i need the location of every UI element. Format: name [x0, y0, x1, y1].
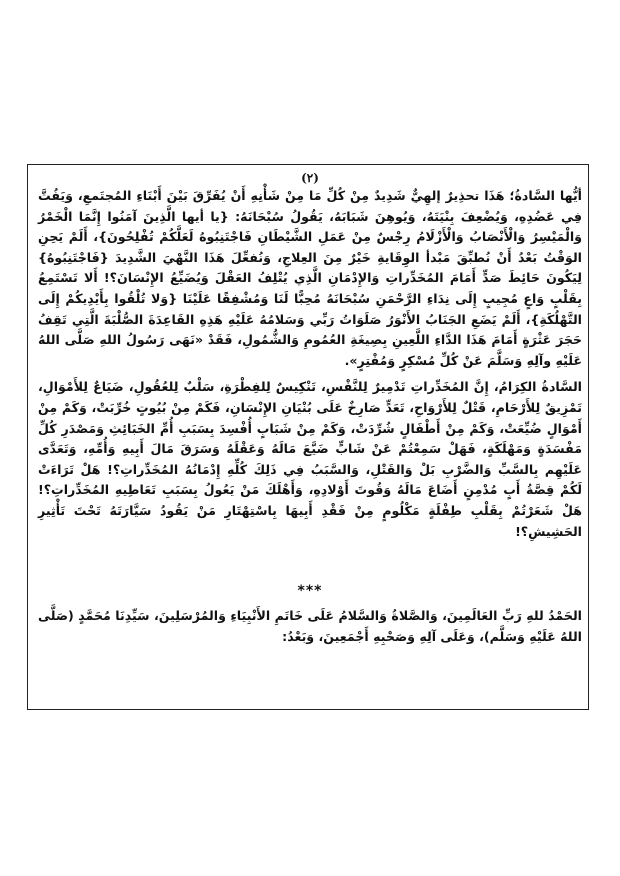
page-number: (٢) — [301, 171, 319, 185]
closing-text-block — [38, 605, 582, 647]
paragraph-warning: أيُّها السَّادةُ؛ هَذَا تحذِيرٌ إلهِيٌّ شَدِيدٌ مِنْ كُلِّ مَا مِنْ شَأْنِهِ أَنْ يُفَرِّقَ بَيْنَ أَبْنَاءِ المُجتَمعِ، وَيَفُتَّ فِي عَضُدِهِ، وَيُضْعِفَ بِنْيَتَهُ، وَيُوهِنَ شَبَابَهُ، يَقُولُ سُبْحَانَهُ: {يا أيها الَّذِينَ آمَنُوا إِنَّمَا الْخَمْرُ وَالْمَيْسِرُ وَالْأَنْصَابُ وَالْأَزْلَامُ رِجْسٌ مِنْ عَمَلِ الشَّيْطَانِ فَاجْتَنِبُوهُ لَعَلَّكُمْ تُفْلِحُونَ}، أَلَمْ يَحِنِ الوَقْتُ بَعْدُ أَنْ نُطبِّقَ مَبْدأ الوِقَايةِ خَيْرٌ مِنَ العِلاجِ، وَنُفعِّلَ هَذَا النَّهْيَ الشَّدِيدَ {فَاجْتَنِبُوهُ} لِيَكُونَ حَائِطَ صَدٍّ أَمَامَ المُخَدِّراتِ وَالإِدْمَانِ الَّذِي يُتْلِفُ العَقْلَ وَيُضَيِّعُ الإِنْسَانَ؟! أَلا تَسْتَمِعُ بِقَلْبٍ وَاعٍ مُجِيبٍ إِلَى نِدَاءِ الرَّحْمَنِ سُبْحَانَهُ مُحِبًّا لَنَا وَمُشْفِقًا عَلَيْنَا {وَلا تُلْقُوا بِأَيْدِيكُمْ إِلَى التَّهْلُكَةِ}، أَلَمْ يَضَعِ الجَنَابُ الأَنْوَرُ صَلَوَاتُ رَبِّي وَسَلامُهُ عَلَيْهِ هَذِهِ القَاعِدَةَ الصُّلْبَةَ الَّتِي تَقِفُ حَجَرَ عَثْرَةٍ أَمَامَ هَذَا الدَّاءِ اللَّعِينِ بِصِيغَةِ العُمُومِ وَالشُّمُولِ، فَقَدْ «نَهَى رَسُولُ اللهِ صَلَّى اللهُ عَلَيْهِ وآلِهِ وَسَلَّمَ عَنْ كُلِّ مُسْكِرٍ وَمُفْتِرٍ». — [38, 188, 582, 368]
main-text-block — [38, 186, 582, 542]
paragraph-drugs-harm: السَّادةُ الكِرَامُ، إِنَّ المُخَدِّراتِ تَدْمِيرٌ لِلنَّفْسِ، تَنْكِيسٌ لِلفِطْرَةِ، سَلْبٌ لِلعُقُولِ، ضَيَاعٌ لِلأَمْوَالِ، تَمْزِيقٌ لِلأَرْحَامِ، قَتْلٌ لِلأَرْوَاحِ، تَعَدٍّ صَارِخٌ عَلَى بُنْيَانِ الإِنْسَانِ، فَكَمْ مِنْ بُيُوتٍ خُرِّبَتْ، وَكَمْ مِنْ أَمْوَالٍ ضُيِّعَتْ، وَكَمْ مِنْ أَطْفَالٍ شُرِّدَتْ، وَكَمْ مِنْ شَبَابٍ أُفْسِدَ بِسَبَبِ أُمِّ الخَبَائِثِ وَمَصْدَرِ كُلِّ مَفْسَدَةٍ وَمَهْلَكَةٍ، فَهَلْ سَمِعْتُمْ عَنْ شَابٍّ ضَيَّعَ مَالَهُ وَعَقْلَهُ وَسَرَقَ مَالَ أَبِيهِ وَأُمِّهِ، وَتَعَدَّى عَلَيْهِم بِالسَّبِّ وَالضَّرْبِ بَلْ وَالقَتْلِ، وَالسَّبَبُ فِي ذَلِكَ كُلِّهِ إِدْمَانُهُ المُخَدِّراتِ؟! هَلْ تَرَاءَتْ لَكُمْ قِصَّةُ أَبٍ مُدْمِنٍ أَضَاعَ مَالَهُ وَقُوتَ أَوْلادِهِ، وَأَهْلَكَ مَنْ يَعُولُ بِسَبَبِ تَعَاطِيهِ المُخَدِّراتِ؟! هَلْ شَعَرْتُمْ بِقَلْبِ طِفْلَةٍ مَكْلُومٍ مِنْ فَقْدِ أَبِيهَا بِاسْتِهْتَارِ مَنْ يَقُودُ سَيَّارَتَهُ تَحْتَ تَأْثِيرِ الحَشِيشِ؟! — [38, 379, 582, 539]
paragraph-closing: الحَمْدُ للهِ رَبِّ العَالَمِينَ، وَالصَّلاةُ وَالسَّلامُ عَلَى خَاتَمِ الأَنْبِيَاءِ وَالمُرْسَلِينَ، سَيِّدِنَا مُحَمَّدٍ (صَلَّى اللهُ عَلَيْهِ وَسَلَّم)، وَعَلَى آلِهِ وَصَحْبِهِ أَجْمَعِينَ، وَبَعْدُ: — [38, 608, 582, 644]
section-separator: *** — [297, 583, 323, 599]
